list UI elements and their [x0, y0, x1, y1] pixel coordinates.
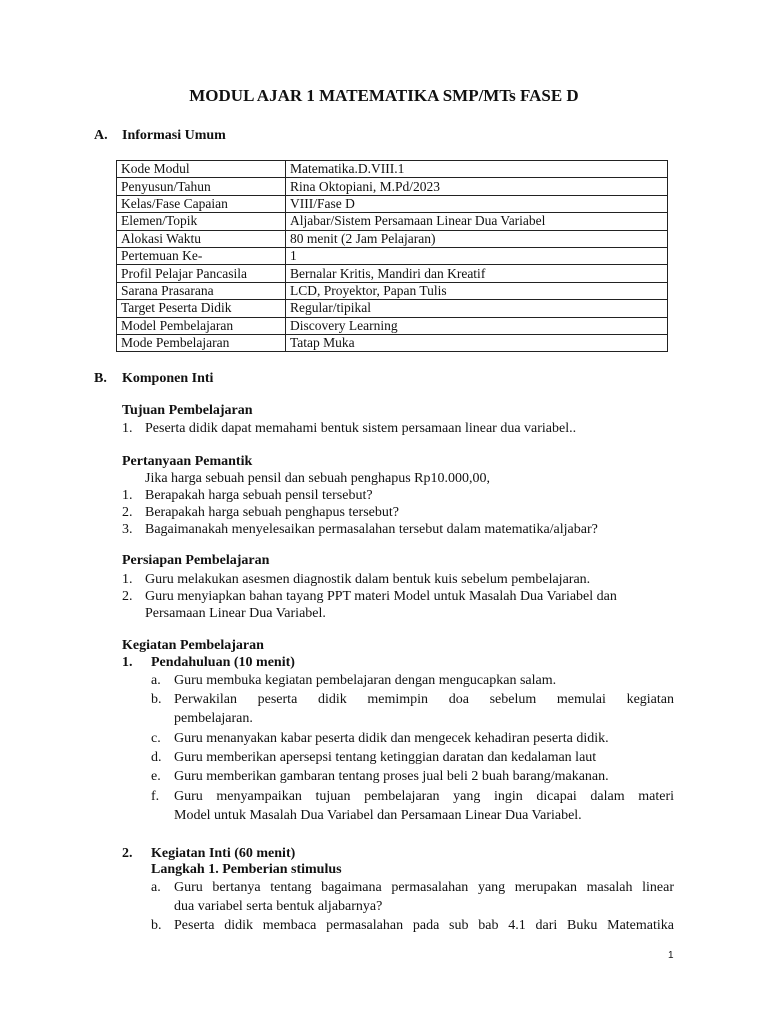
table-value: 1 — [286, 247, 668, 264]
list-number: 3. — [122, 522, 133, 537]
list-number: 2. — [122, 589, 133, 604]
table-key: Kode Modul — [117, 161, 286, 178]
table-key: Profil Pelajar Pancasila — [117, 265, 286, 282]
list-item: Peserta didik dapat memahami bentuk sistem persamaan linear dua variabel.. — [145, 421, 577, 436]
list-letter: a. — [151, 880, 161, 895]
table-key: Model Pembelajaran — [117, 317, 286, 334]
list-letter: d. — [151, 750, 162, 765]
tujuan-heading: Tujuan Pembelajaran — [122, 403, 253, 418]
info-table — [116, 160, 668, 352]
list-item: Berapakah harga sebuah penghapus tersebut? — [145, 505, 399, 520]
pemantik-intro: Jika harga sebuah pensil dan sebuah penghapus Rp10.000,00, — [145, 471, 491, 486]
inti-title: Kegiatan Inti (60 menit) — [151, 846, 296, 861]
pemantik-heading: Pertanyaan Pemantik — [122, 454, 253, 469]
table-key: Target Peserta Didik — [117, 300, 286, 317]
list-item: Guru menyampaikan tujuan pembelajaran yang ingin dicapai dalam materi — [174, 789, 674, 804]
table-key: Elemen/Topik — [117, 213, 286, 230]
list-item-continuation: dua variabel serta bentuk aljabarnya? — [174, 899, 383, 914]
table-value: VIII/Fase D — [286, 195, 668, 212]
table-row — [117, 265, 668, 282]
list-item-continuation: pembelajaran. — [174, 711, 253, 726]
list-number: 2. — [122, 505, 133, 520]
table-value: Regular/tipikal — [286, 300, 668, 317]
table-key: Alokasi Waktu — [117, 230, 286, 247]
list-letter: b. — [151, 692, 162, 707]
table-key: Kelas/Fase Capaian — [117, 195, 286, 212]
list-number: 1. — [122, 421, 133, 436]
list-letter: a. — [151, 673, 161, 688]
list-item: Guru melakukan asesmen diagnostik dalam bentuk kuis sebelum pembelajaran. — [145, 572, 591, 587]
table-row — [117, 247, 668, 264]
pendahuluan-title: Pendahuluan (10 menit) — [151, 655, 295, 670]
section-b-title: Komponen Inti — [122, 371, 214, 386]
list-item: Guru menyiapkan bahan tayang PPT materi Model untuk Masalah Dua Variabel dan — [145, 589, 617, 604]
table-value: Discovery Learning — [286, 317, 668, 334]
table-key: Penyusun/Tahun — [117, 178, 286, 195]
section-a-title: Informasi Umum — [122, 128, 226, 143]
table-row — [117, 282, 668, 299]
table-value: LCD, Proyektor, Papan Tulis — [286, 282, 668, 299]
list-item-continuation: Model untuk Masalah Dua Variabel dan Persamaan Linear Dua Variabel. — [174, 808, 582, 823]
inti-number: 2. — [122, 846, 133, 861]
list-item: Perwakilan peserta didik memimpin doa sebelum memulai kegiatan — [174, 692, 674, 707]
kegiatan-heading: Kegiatan Pembelajaran — [122, 638, 264, 653]
list-item: Peserta didik membaca permasalahan pada sub bab 4.1 dari Buku Matematika — [174, 918, 674, 933]
table-key: Mode Pembelajaran — [117, 334, 286, 351]
list-number: 1. — [122, 572, 133, 587]
list-number: 1. — [122, 488, 133, 503]
table-value: Rina Oktopiani, M.Pd/2023 — [286, 178, 668, 195]
page-number: 1 — [668, 950, 674, 961]
table-key: Pertemuan Ke- — [117, 247, 286, 264]
step-1-heading: Langkah 1. Pemberian stimulus — [151, 862, 342, 877]
table-row — [117, 300, 668, 317]
list-item: Guru memberikan gambaran tentang proses jual beli 2 buah barang/makanan. — [174, 769, 609, 784]
list-letter: c. — [151, 731, 161, 746]
list-letter: b. — [151, 918, 162, 933]
document-title: MODUL AJAR 1 MATEMATIKA SMP/MTs FASE D — [189, 86, 579, 105]
list-item: Guru memberikan apersepsi tentang ketinggian daratan dan kedalaman laut — [174, 750, 597, 765]
table-row — [117, 317, 668, 334]
list-item: Guru membuka kegiatan pembelajaran dengan mengucapkan salam. — [174, 673, 557, 688]
table-row — [117, 178, 668, 195]
table-value: Matematika.D.VIII.1 — [286, 161, 668, 178]
table-row — [117, 195, 668, 212]
list-item: Guru bertanya tentang bagaimana permasalahan yang merupakan masalah linear — [174, 880, 674, 895]
list-item: Guru menanyakan kabar peserta didik dan mengecek kehadiran peserta didik. — [174, 731, 609, 746]
table-value: 80 menit (2 Jam Pelajaran) — [286, 230, 668, 247]
table-key: Sarana Prasarana — [117, 282, 286, 299]
table-value: Bernalar Kritis, Mandiri dan Kreatif — [286, 265, 668, 282]
table-row — [117, 161, 668, 178]
section-a-label: A. — [94, 128, 108, 143]
list-item: Berapakah harga sebuah pensil tersebut? — [145, 488, 373, 503]
list-item: Bagaimanakah menyelesaikan permasalahan tersebut dalam matematika/aljabar? — [145, 522, 598, 537]
list-letter: e. — [151, 769, 161, 784]
table-value: Tatap Muka — [286, 334, 668, 351]
table-row — [117, 213, 668, 230]
list-letter: f. — [151, 789, 160, 804]
persiapan-heading: Persiapan Pembelajaran — [122, 553, 270, 568]
pendahuluan-number: 1. — [122, 655, 133, 670]
table-row — [117, 230, 668, 247]
table-value: Aljabar/Sistem Persamaan Linear Dua Variabel — [286, 213, 668, 230]
table-row — [117, 334, 668, 351]
section-b-label: B. — [94, 371, 107, 386]
list-item-continuation: Persamaan Linear Dua Variabel. — [145, 606, 326, 621]
